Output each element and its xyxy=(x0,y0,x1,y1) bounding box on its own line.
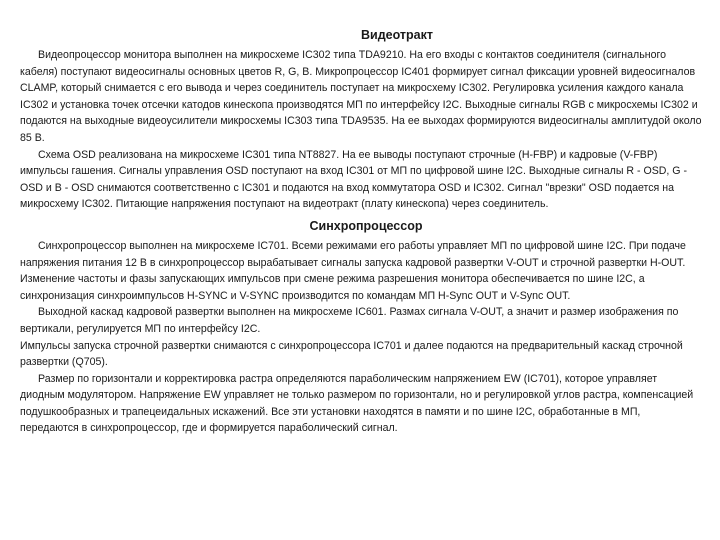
paragraph-vertical-output: Выходной каскад кадровой развертки выполнен на микросхеме IC601. Размах сигнала V-OUT, а значит и размер изображения по вертикали, регулируется МП по интерфейсу I2C. xyxy=(20,306,679,335)
paragraph-video-processor: Видеопроцессор монитора выполнен на микросхеме IC302 типа TDA9210. На его входы с контактов соединителя (сигнального кабеля) поступают видеосигналы основных цветов R, G, B. Микропроцессор IC401 формирует сигнал фиксации уровней видеосигналов CLAMP, который снимается с его вывода и через соединитель поступает на микросхему IC302. Регулировка усиления каждого канала IC302 и установка точек отсечки катодов кинескопа производятся МП по интерфейсу I2C. Выходные сигналы RGB с микросхемы IC302 и подаются на выходные видеоусилители микросхемы IC303 типа TDA9535. На ее выходах формируются видеосигналы амплитудой около 85 В. xyxy=(20,49,702,144)
paragraph-horizontal-pulses: Импульсы запуска строчной развертки снимаются с синхропроцессора IC701 и далее подаются на предварительный каскад строчной развертки (Q705). xyxy=(20,339,683,369)
paragraph-osd-scheme: Схема OSD реализована на микросхеме IC301 типа NT8827. На ее выводы поступают строчные (H-FBP) и кадровые (V-FBP) импульсы гашения. Сигналы управления OSD поступают на вход IC301 от МП по цифровой шине I2C. Выходные сигналы R - OSD, G - OSD и B - OSD снимаются соответственно с IC301 и подаются на вход коммутатора OSD и IC302. Сигнал "врезки" OSD подается на микросхему IC302. Питающие напряжения поступают на видеотракт (плату кинескопа) через соединитель. xyxy=(20,148,688,211)
section-title-sync-processor: Синхропроцессор xyxy=(309,218,423,233)
paragraph-sync-processor: Синхропроцессор выполнен на микросхеме IC701. Всеми режимами его работы управляет МП по цифровой шине I2C. При подаче напряжения питания 12 В в синхропроцессор вырабатывает сигналы запуска кадровой развертки V-OUT и строчной развертки H-OUT. Изменение частоты и фазы запускающих импульсов при смене режима разрешения монитора обеспечивается по шине I2C, а синхронизация синхроимпульсов H-SYNC и V-SYNC производится по командам МП H-Sync OUT и V-Sync OUT. xyxy=(20,239,686,302)
paragraph-raster-correction: Размер по горизонтали и корректировка растра определяются параболическим напряжением EW (IC701), которое управляет диодным модулятором. Напряжение EW управляет не только размером по горизонтали, но и регулировкой углов растра, компенсацией подушкообразных и трапецеидальных искажений. Все эти установки находятся в памяти и по шине I2C, обработанные в МП, передаются в синхропроцессор, где и формируется параболический сигнал. xyxy=(20,372,694,435)
section-title-video-path: Видеотракт xyxy=(360,28,433,42)
